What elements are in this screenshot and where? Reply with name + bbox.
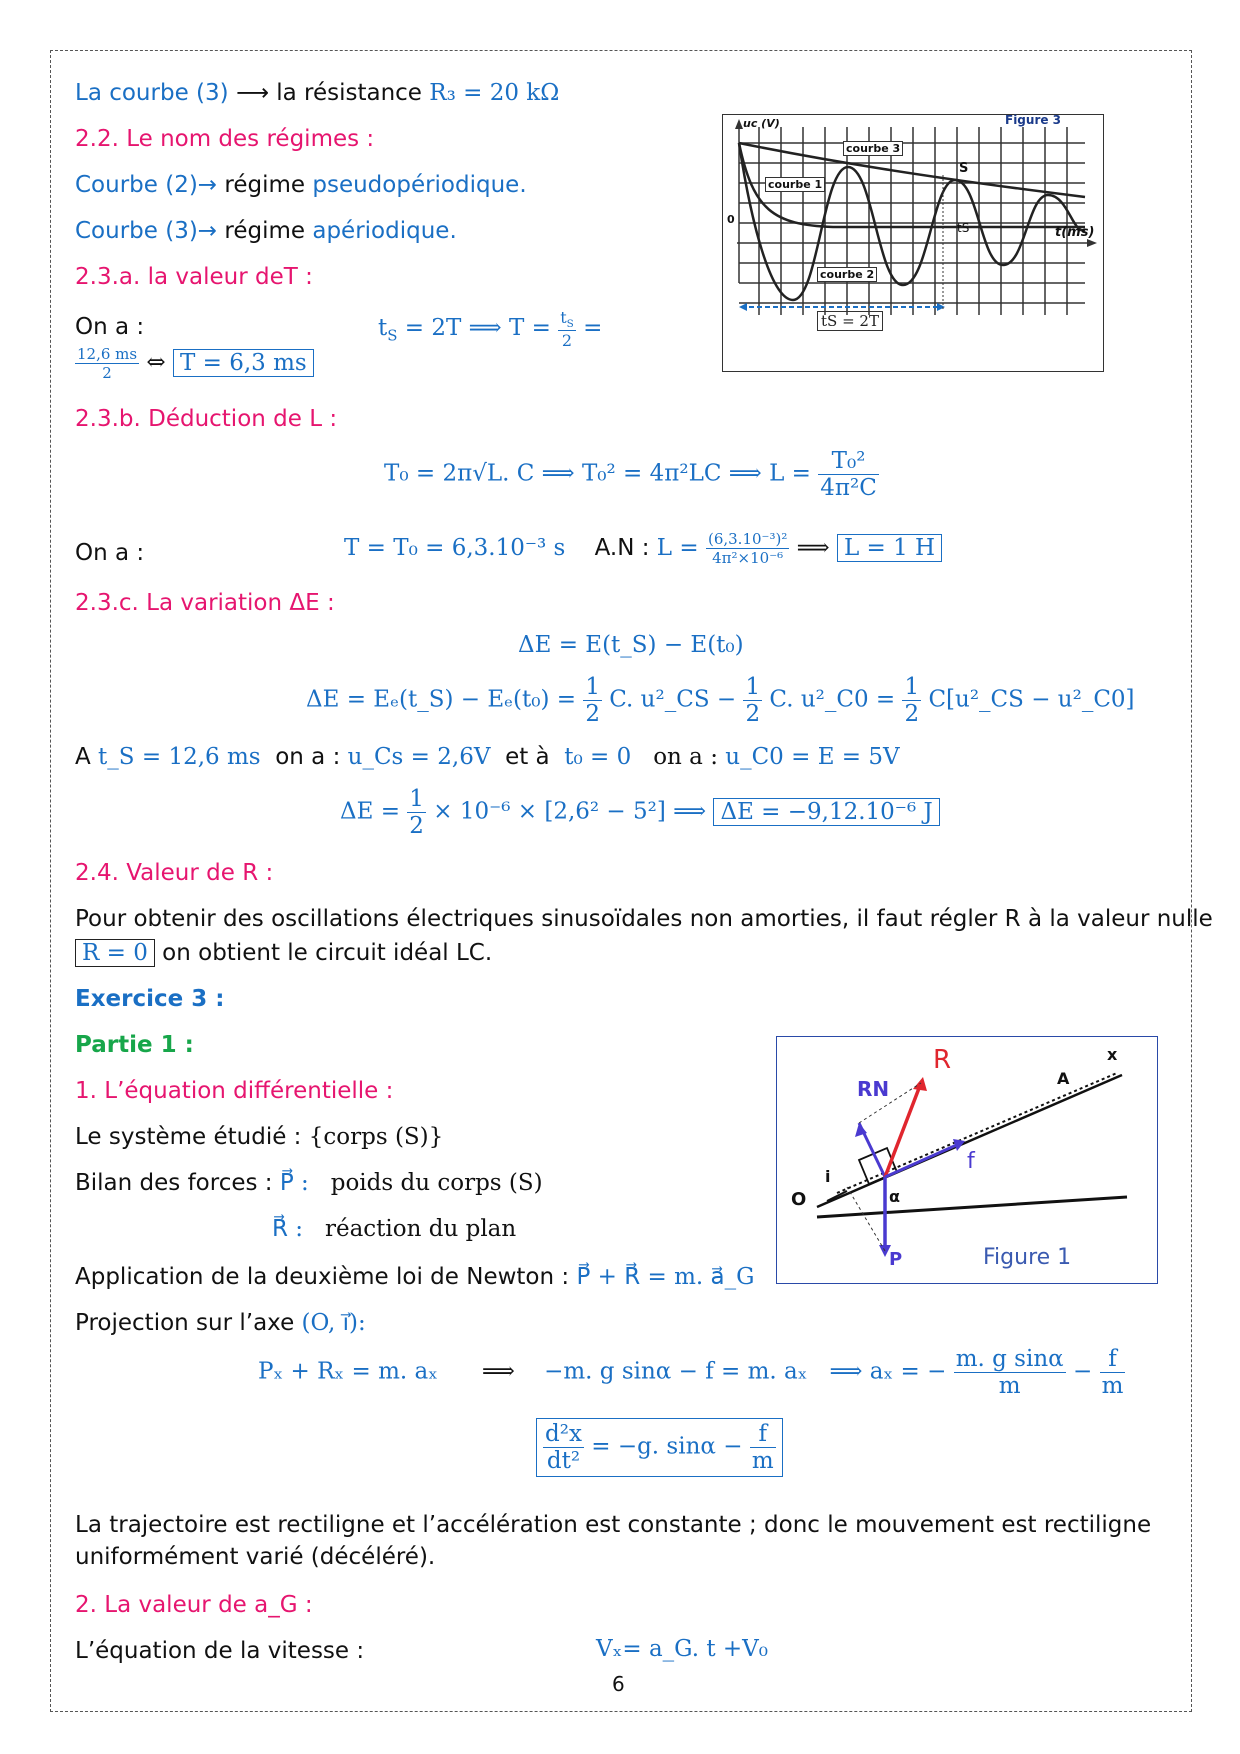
curve-1-label: courbe 1: [765, 177, 825, 192]
figure-1-alpha-label: α: [889, 1187, 900, 1206]
diff-eq-result-box: $\frac{\text{d²x}}{\text{dt²}}$ = −g. sinα − $\frac{f}{m}$: [536, 1418, 783, 1477]
line-curve2: Courbe (2)→ régime pseudopériodique.: [75, 172, 527, 198]
figure-3-graph: [723, 115, 1103, 371]
projection-line: Projection sur l’axe (O, ı⃗):: [75, 1310, 366, 1336]
ts-equation: $t_S = 2T$ ⟹ T = $\frac{t_S}{2}$ =: [378, 308, 603, 351]
figure-3: [722, 114, 1104, 372]
figure-3-y-axis-label: uc (V): [743, 117, 780, 130]
r-value-box: R = 0: [75, 939, 155, 967]
line-curve3: La courbe (3) ⟶ la résistance R₃ = 20 kΩ: [75, 80, 560, 106]
exercise-3-title: Exercice 3 :: [75, 986, 225, 1012]
trajectory-text-1: La trajectoire est rectiligne et l’accélération est constante ; donc le mouvement est rectiligne: [75, 1512, 1152, 1538]
part-1-title: Partie 1 :: [75, 1032, 194, 1058]
figure-3-origin: 0: [727, 213, 735, 226]
trajectory-text-2: uniformément varié (décéléré).: [75, 1544, 436, 1570]
line-on-a-2: On a :: [75, 540, 145, 566]
velocity-line: L’équation de la vitesse :: [75, 1638, 365, 1664]
curve-3-label: courbe 3: [843, 141, 903, 156]
point-s-label: S: [959, 161, 969, 176]
delta-e-def: ΔE = E(t_S) − E(t₀): [518, 632, 744, 658]
figure-1-rn-label: RN: [857, 1077, 890, 1101]
figure-1-i-label: i: [825, 1167, 831, 1186]
figure-1-x-label: x: [1107, 1045, 1118, 1064]
delta-e-expand: ΔE = Eₑ(t_S) − Eₑ(t₀) = $\frac{1}{2}$ C. u²_CS − $\frac{1}{2}$ C. u²_C0 = $\frac{1}{2}$ C[u²_CS − u²_C0]: [306, 674, 1135, 727]
figure-1: [776, 1036, 1158, 1284]
l-numeric-application: T = T₀ = 6,3.10⁻³ s A.N : L = $\frac{\text{(6,3.10⁻³)²}}{\text{4π²×10⁻⁶}}$ ⟹ L = 1 H: [344, 530, 942, 567]
curve-2-label: courbe 2: [817, 267, 877, 282]
line-curve3-regime: Courbe (3)→ régime apériodique.: [75, 218, 457, 244]
velocity-equation: Vₓ= a_G. t +V₀: [596, 1636, 768, 1662]
heading-2-3-b: 2.3.b. Déduction de L :: [75, 406, 338, 432]
figure-1-a-label: A: [1057, 1069, 1070, 1088]
r-result-line: R = 0 on obtient le circuit idéal LC.: [75, 938, 492, 968]
heading-2-4: 2.4. Valeur de R :: [75, 860, 274, 886]
ts-2t-label: tS = 2T: [817, 311, 883, 331]
page-number: 6: [612, 1672, 625, 1696]
figure-3-title: Figure 3: [1005, 113, 1062, 127]
projection-equation: Pₓ + Rₓ = m. aₓ ⟹ −m. g sinα − f = m. aₓ ⟹ aₓ = − $\frac{\text{m. g sinα}}{m}$ − $\frac{f}{m}$: [258, 1346, 1124, 1399]
heading-2-3-a: 2.3.a. la valeur deT :: [75, 264, 313, 290]
t-value-box: T = 6,3 ms: [173, 349, 314, 377]
forces-line: Bilan des forces : P⃗ : poids du corps (S): [75, 1170, 543, 1196]
system-line: Le système étudié : {corps (S)}: [75, 1124, 444, 1150]
heading-2-3-c: 2.3.c. La variation ΔE :: [75, 590, 335, 616]
figure-1-title: Figure 1: [983, 1245, 1072, 1270]
figure-3-x-axis-label: t(ms): [1055, 225, 1095, 240]
line-on-a-1: On a :: [75, 314, 145, 340]
line-values: A t_S = 12,6 ms on a : u_Cs = 2,6V et à t₀ = 0 on a : u_C0 = E = 5V: [75, 744, 900, 770]
r-explanation: Pour obtenir des oscillations électriques sinusoïdales non amorties, il faut régler R à la valeur nulle: [75, 906, 1213, 932]
figure-1-p-label: P: [889, 1249, 903, 1270]
ts-mark-label: tS: [957, 221, 970, 235]
newton-line: Application de la deuxième loi de Newton : P⃗ + R⃗ = m. a⃗_G: [75, 1264, 755, 1290]
heading-2-2: 2.2. Le nom des régimes :: [75, 126, 375, 152]
l-value-box: L = 1 H: [837, 534, 942, 562]
heading-1-diff-eq: 1. L’équation différentielle :: [75, 1078, 394, 1104]
figure-1-o-label: O: [791, 1189, 807, 1210]
heading-2-ag: 2. La valeur de a_G :: [75, 1592, 313, 1618]
delta-e-value-box: ΔE = −9,12.10⁻⁶ J: [713, 798, 939, 826]
reaction-line: R⃗ : réaction du plan: [272, 1216, 517, 1242]
t-result: $\frac{12,6 ms}{2}$ ⇔ T = 6,3 ms: [75, 345, 314, 382]
l-deduction-equation: T₀ = 2π√L. C ⟹ T₀² = 4π²LC ⟹ L = $\frac{\text{T₀²}}{\text{4π²C}}$: [384, 448, 877, 501]
curve3-label: La courbe (3): [75, 80, 229, 106]
figure-1-f-label: f: [967, 1149, 975, 1174]
figure-1-r-label: R: [933, 1045, 952, 1075]
delta-e-result: ΔE = $\frac{1}{2}$ × 10⁻⁶ × [2,6² − 5²] ⟹ ΔE = −9,12.10⁻⁶ J: [340, 786, 940, 839]
